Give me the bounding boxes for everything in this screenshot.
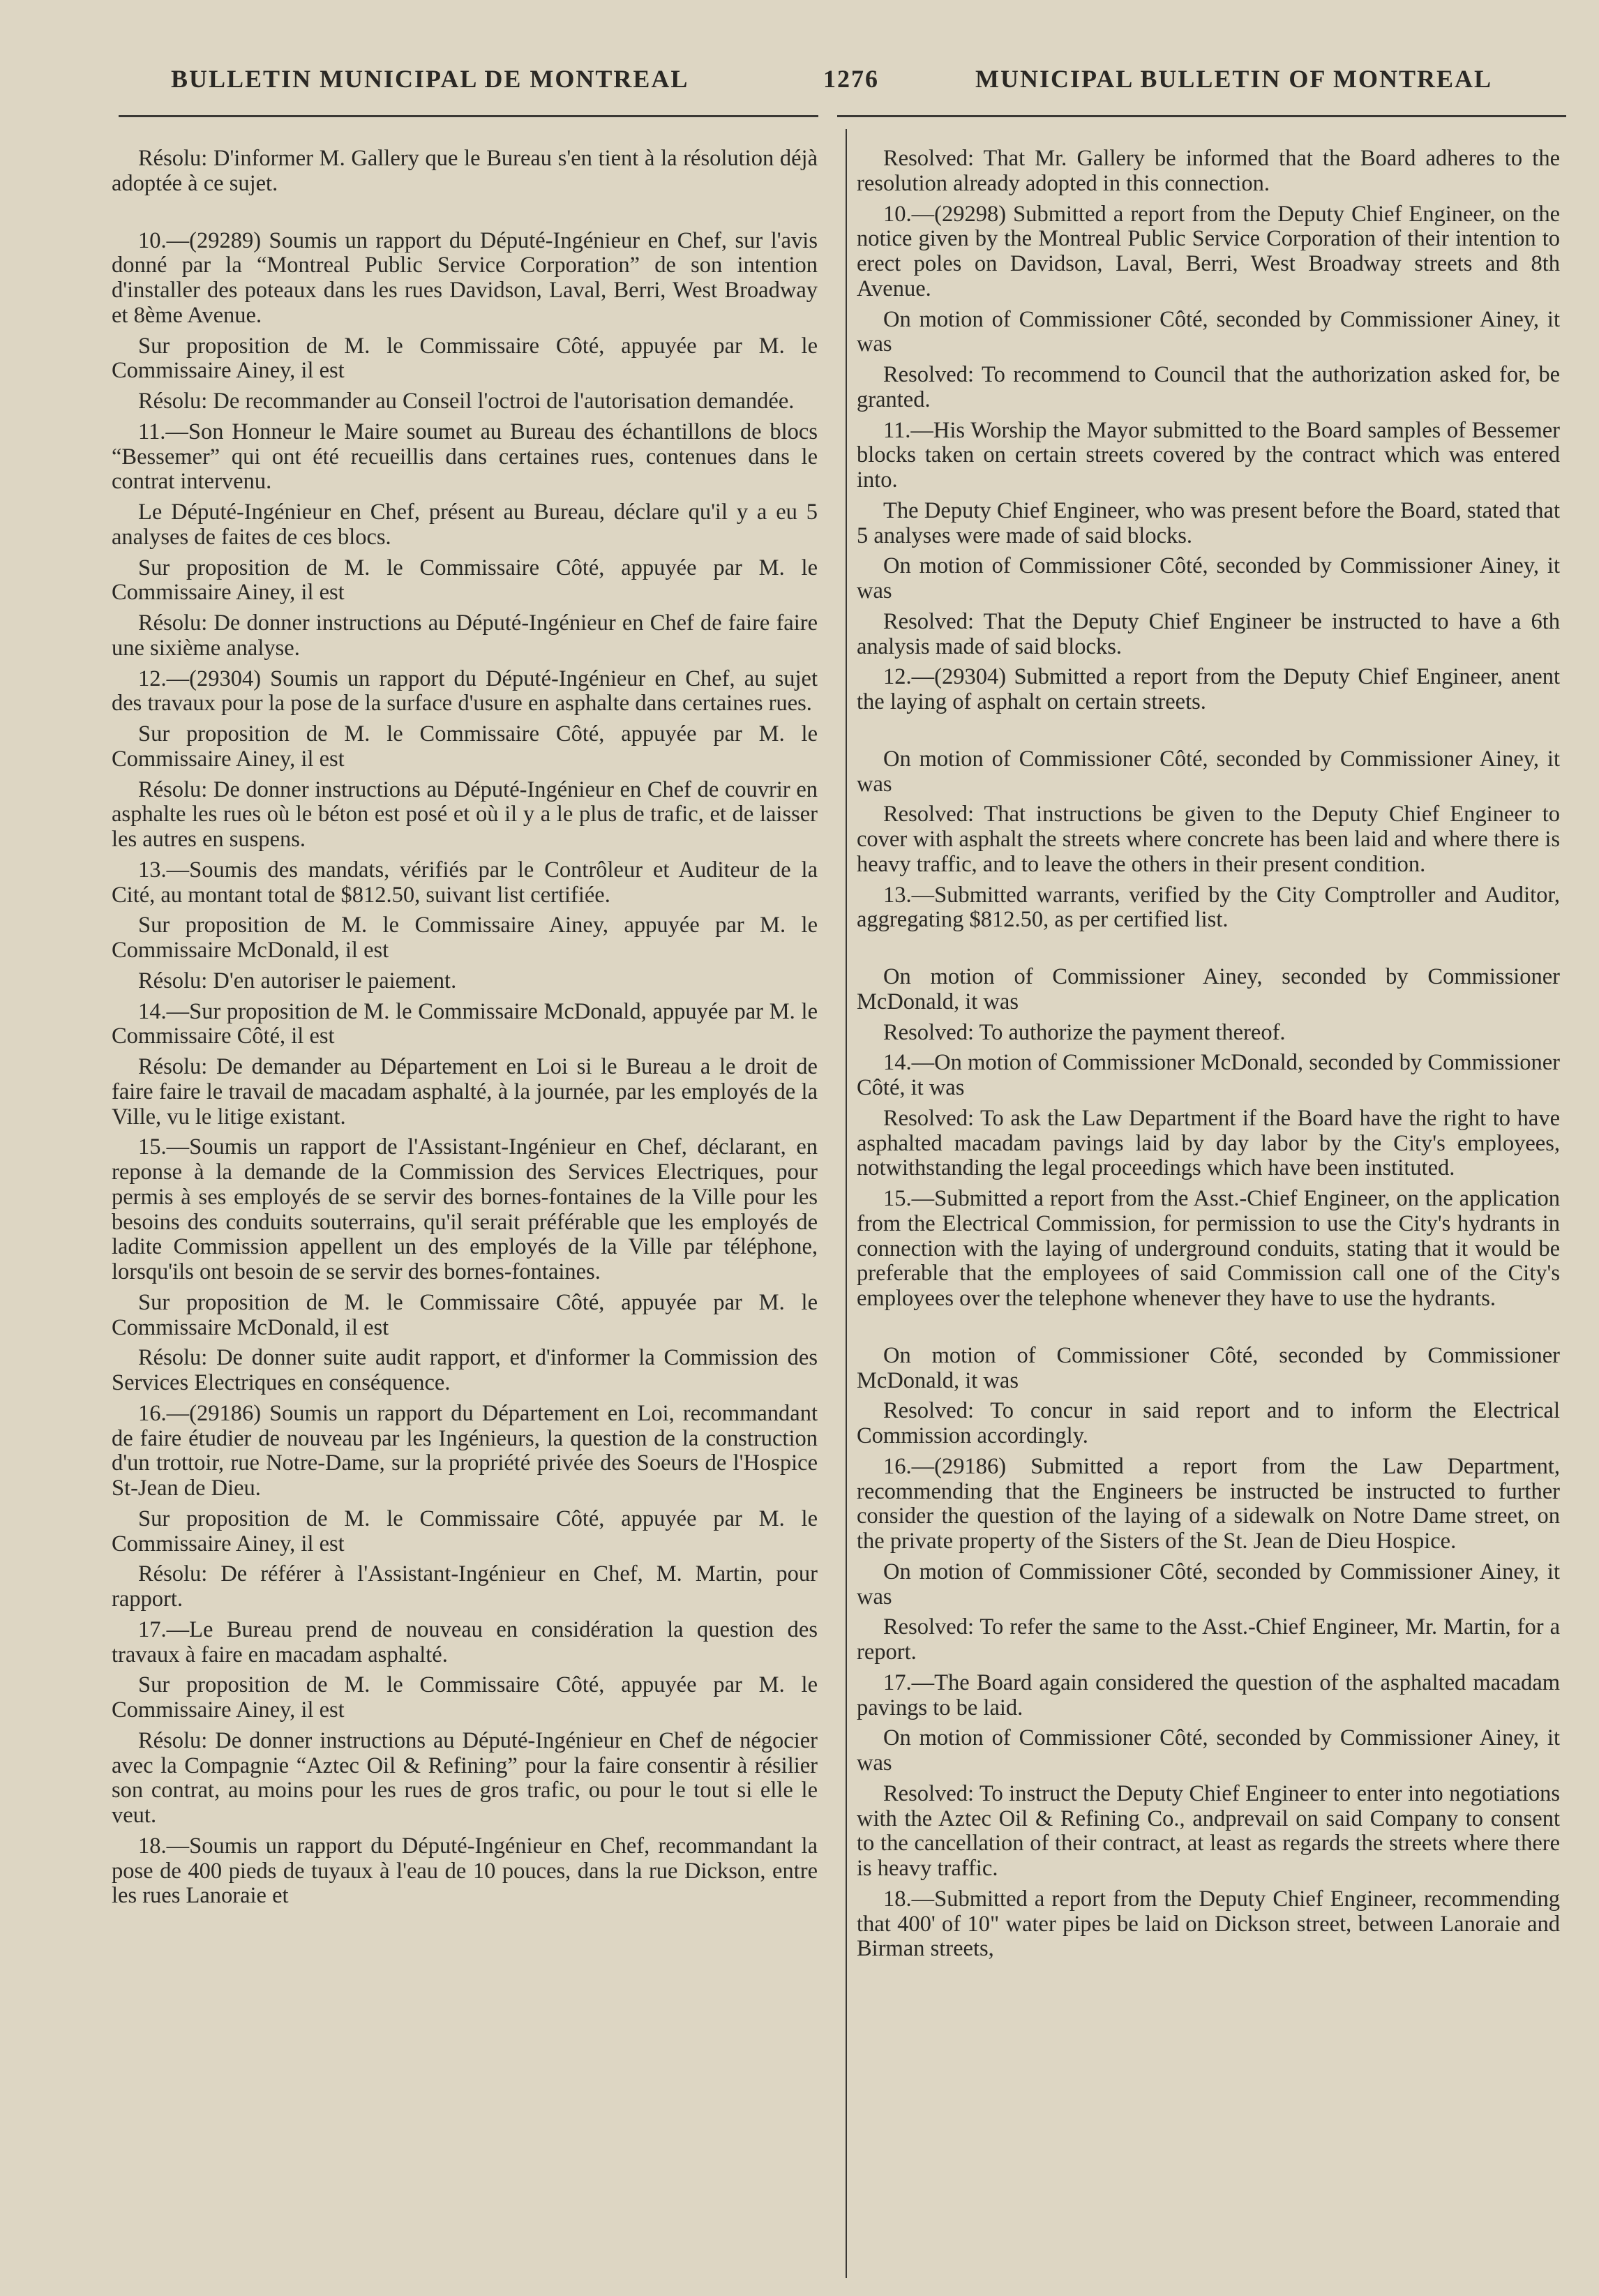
paragraph: 13.—Soumis des mandats, vérifiés par le Contrôleur et Auditeur de la Cité, au montant total de $812.50, suivant list certifiée.: [112, 857, 818, 908]
paragraph: Resolved: That instructions be given to the Deputy Chief Engineer to cover with asphalt the streets where concrete has been laid and where there is heavy traffic, and to leave the others in their present condition.: [857, 802, 1560, 877]
paragraph: Le Député-Ingénieur en Chef, présent au Bureau, déclare qu'il y a eu 5 analyses de faites de ces blocs.: [112, 500, 818, 550]
paragraph: 14.—On motion of Commissioner McDonald, seconded by Commissioner Côté, it was: [857, 1050, 1560, 1100]
paragraph: 10.—(29298) Submitted a report from the Deputy Chief Engineer, on the notice given by the Montreal Public Service Corporation of their intention to erect poles on Davidson, Laval, Berri, West Broadway streets and 8th Avenue.: [857, 201, 1560, 301]
paragraph: Résolu: De demander au Département en Loi si le Bureau a le droit de faire faire le travail de macadam asphalté, à la journée, par les employés de la Ville, vu le litige existant.: [112, 1054, 818, 1130]
paragraph: On motion of Commissioner Côté, seconded by Commissioner McDonald, it was: [857, 1342, 1560, 1393]
paragraph: On motion of Commissioner Côté, seconded by Commissioner Ainey, it was: [857, 746, 1560, 797]
paragraph: On motion of Commissioner Côté, seconded by Commissioner Ainey, it was: [857, 553, 1560, 603]
paragraph: Resolved: To instruct the Deputy Chief Engineer to enter into negotiations with the Aztec Oil & Refining Co., andprevail on said Company to consent to the cancellation of their contract, at least as regards the streets where there is heavy traffic.: [857, 1780, 1560, 1881]
paragraph: Résolu: D'informer M. Gallery que le Bureau s'en tient à la résolution déjà adoptée à ce sujet.: [112, 146, 818, 196]
paragraph: 12.—(29304) Soumis un rapport du Député-Ingénieur en Chef, au sujet des travaux pour la pose de la surface d'usure en asphalte dans certaines rues.: [112, 666, 818, 716]
header-french-title: BULLETIN MUNICIPAL DE MONTREAL: [171, 65, 689, 93]
paragraph: 11.—His Worship the Mayor submitted to the Board samples of Bessemer blocks taken on certain streets covered by the contract which was entered into.: [857, 417, 1560, 493]
paragraph: Sur proposition de M. le Commissaire Côté, appuyée par M. le Commissaire McDonald, il est: [112, 1289, 818, 1340]
paragraph: 18.—Submitted a report from the Deputy Chief Engineer, recommending that 400' of 10" water pipes be laid on Dickson street, between Lanoraie and Birman streets,: [857, 1886, 1560, 1962]
paragraph: Sur proposition de M. le Commissaire Côté, appuyée par M. le Commissaire Ainey, il est: [112, 1506, 818, 1556]
paragraph: Resolved: That the Deputy Chief Engineer be instructed to have a 6th analysis made of said blocks.: [857, 608, 1560, 659]
header-rule-right: [837, 115, 1566, 117]
paragraph: 12.—(29304) Submitted a report from the Deputy Chief Engineer, anent the laying of asphalt on certain streets.: [857, 664, 1560, 714]
paragraph: 16.—(29186) Soumis un rapport du Département en Loi, recommandant de faire étudier de nouveau par les Ingénieurs, la question de la construction d'un trottoir, rue Notre-Dame, sur la propriété privée des Soeurs de l'Hospice St-Jean de Dieu.: [112, 1400, 818, 1501]
paragraph: 13.—Submitted warrants, verified by the City Comptroller and Auditor, aggregating $812.50, as per certified list.: [857, 882, 1560, 933]
paragraph: Sur proposition de M. le Commissaire Côté, appuyée par M. le Commissaire Ainey, il est: [112, 555, 818, 606]
paragraph: Sur proposition de M. le Commissaire Côté, appuyée par M. le Commissaire Ainey, il est: [112, 333, 818, 384]
paragraph: Resolved: To ask the Law Department if the Board have the right to have asphalted macadam pavings laid by day labor by the City's employees, notwithstanding the legal proceedings which have been instituted.: [857, 1105, 1560, 1181]
header-english-title: MUNICIPAL BULLETIN OF MONTREAL: [975, 65, 1493, 93]
paragraph: Resolved: That Mr. Gallery be informed that the Board adheres to the resolution already adopted in this connection.: [857, 146, 1560, 196]
paragraph: Resolved: To authorize the payment thereof.: [883, 1019, 1286, 1045]
page-number: 1276: [823, 65, 879, 93]
paragraph: Résolu: De recommander au Conseil l'octroi de l'autorisation demandée.: [138, 389, 795, 414]
paragraph: Resolved: To refer the same to the Asst.-Chief Engineer, Mr. Martin, for a report.: [857, 1614, 1560, 1665]
paragraph: On motion of Commissioner Côté, seconded by Commissioner Ainey, it was: [857, 1725, 1560, 1776]
paragraph: 15.—Submitted a report from the Asst.-Chief Engineer, on the application from the Electrical Commission, for permission to use the City's hydrants in connection with the laying of underground conduits, stating that it would be preferable that the employees of said Commission call one of the City's employees over the telephone whenever they have to use the hydrants.: [857, 1186, 1560, 1311]
paragraph: 17.—The Board again considered the question of the asphalted macadam pavings to be laid.: [857, 1670, 1560, 1720]
paragraph: Résolu: De référer à l'Assistant-Ingénieur en Chef, M. Martin, pour rapport.: [112, 1561, 818, 1612]
french-column: [112, 147, 818, 1914]
paragraph: 17.—Le Bureau prend de nouveau en considération la question des travaux à faire en macadam asphalté.: [112, 1616, 818, 1667]
paragraph: 11.—Son Honneur le Maire soumet au Bureau des échantillons de blocs “Bessemer” qui ont été recueillis dans certaines rues, contenues dans le contrat intervenu.: [112, 419, 818, 495]
paragraph: Sur proposition de M. le Commissaire Ainey, appuyée par M. le Commissaire McDonald, il est: [112, 913, 818, 963]
paragraph: Resolved: To recommend to Council that the authorization asked for, be granted.: [857, 362, 1560, 412]
paragraph: Résolu: De donner instructions au Député-Ingénieur en Chef de couvrir en asphalte les rues où le béton est posé et où il y a le plus de trafic, et de laisser les autres en suspens.: [112, 776, 818, 852]
paragraph: 10.—(29289) Soumis un rapport du Député-Ingénieur en Chef, sur l'avis donné par la “Montreal Public Service Corporation” de son intention d'installer des poteaux dans les rues Davidson, Laval, Berri, West Broadway et 8ème Avenue.: [112, 227, 818, 328]
paragraph: Résolu: De donner instructions au Député-Ingénieur en Chef de négocier avec la Compagnie “Aztec Oil & Refining” pour la faire consentir à résilier son contrat, au moins pour les rues de gros trafic, ou pour le tout si elle le veut.: [112, 1727, 818, 1828]
paragraph: Résolu: De donner instructions au Député-Ingénieur en Chef de faire faire une sixième analyse.: [112, 610, 818, 661]
paragraph: Résolu: De donner suite audit rapport, et d'informer la Commission des Services Electriques en conséquence.: [112, 1345, 818, 1395]
paragraph: Sur proposition de M. le Commissaire Côté, appuyée par M. le Commissaire Ainey, il est: [112, 1672, 818, 1723]
paragraph: On motion of Commissioner Côté, seconded by Commissioner Ainey, it was: [857, 306, 1560, 357]
paragraph: Sur proposition de M. le Commissaire Côté, appuyée par M. le Commissaire Ainey, il est: [112, 721, 818, 772]
paragraph: 14.—Sur proposition de M. le Commissaire McDonald, appuyée par M. le Commissaire Côté, il est: [112, 998, 818, 1049]
header-rule-left: [119, 115, 818, 117]
paragraph: Résolu: D'en autoriser le paiement.: [138, 968, 457, 993]
paragraph: 16.—(29186) Submitted a report from the Law Department, recommending that the Engineers be instructed be instructed to further consider the question of the laying of a sidewalk on Notre Dame street, on the private property of the Sisters of the St. Jean de Dieu Hospice.: [857, 1453, 1560, 1554]
paragraph: 15.—Soumis un rapport de l'Assistant-Ingénieur en Chef, déclarant, en reponse à la demande de la Commission des Services Electriques, pour permis à ses employés de se servir des bornes-fontaines de la Ville pour les besoins des conduits souterrains, qu'il serait préférable que les employés de ladite Commission appellent un des employés de la Ville par téléphone, lorsqu'ils ont besoin de se servir des bornes-fontaines.: [112, 1134, 818, 1284]
paragraph: On motion of Commissioner Ainey, seconded by Commissioner McDonald, it was: [857, 964, 1560, 1014]
english-column: [857, 147, 1560, 1967]
paragraph: On motion of Commissioner Côté, seconded by Commissioner Ainey, it was: [857, 1559, 1560, 1610]
paragraph: 18.—Soumis un rapport du Député-Ingénieur en Chef, recommandant la pose de 400 pieds de tuyaux à l'eau de 10 pouces, dans la rue Dickson, entre les rues Lanoraie et: [112, 1833, 818, 1909]
column-divider: [846, 129, 847, 2278]
paragraph: Resolved: To concur in said report and to inform the Electrical Commission accordingly.: [857, 1398, 1560, 1448]
paragraph: The Deputy Chief Engineer, who was present before the Board, stated that 5 analyses were made of said blocks.: [857, 497, 1560, 548]
